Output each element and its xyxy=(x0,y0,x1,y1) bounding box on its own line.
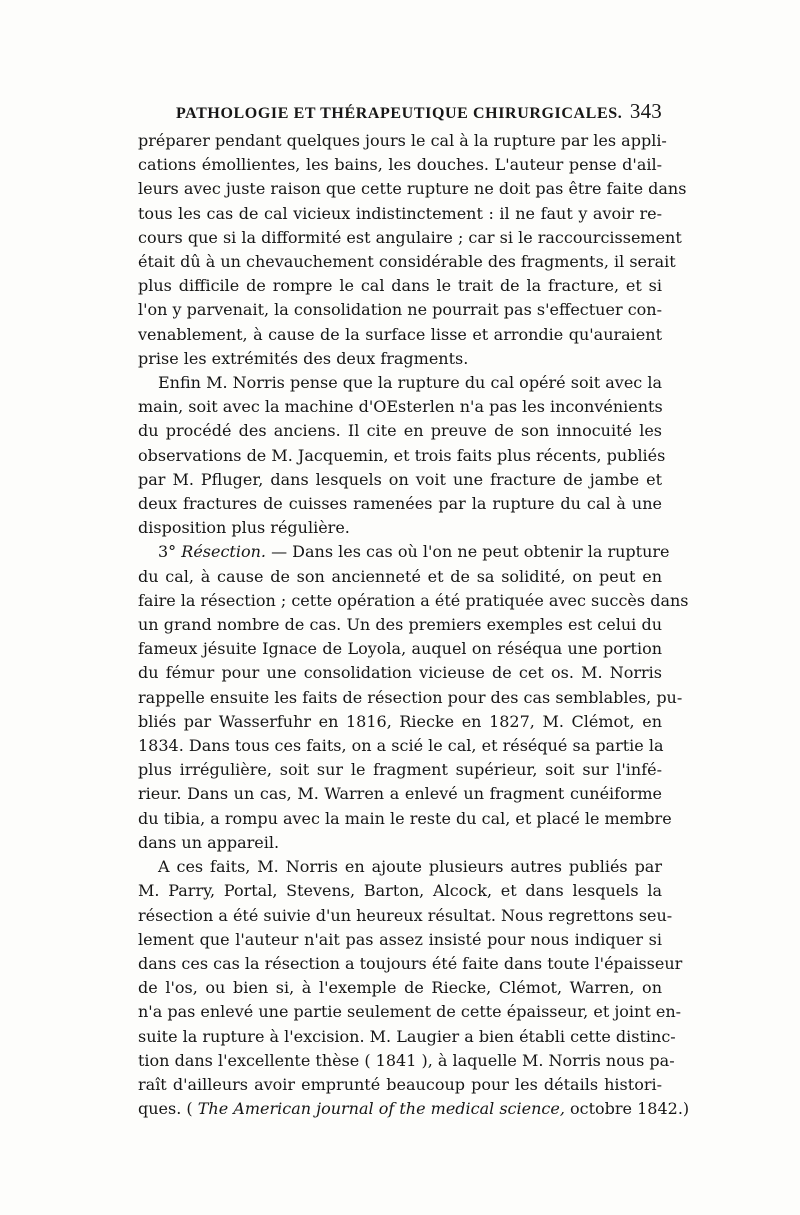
text-line: du fémur pour une consolidation vicieuse de cet os. M. Norris xyxy=(138,663,662,683)
text-line: main, soit avec la machine d'OEsterlen n'a pas les inconvénients xyxy=(138,397,663,417)
text-line: raît d'ailleurs avoir emprunté beaucoup pour les détails histori- xyxy=(138,1074,662,1094)
text-line: deux fractures de cuisses ramenées par la rupture du cal à une xyxy=(138,494,662,514)
text-line: 1834. Dans tous ces faits, on a scié le cal, et réséqué sa partie la xyxy=(138,736,664,756)
text-line: prise les extrémités des deux fragments. xyxy=(138,348,469,368)
text-line xyxy=(138,540,670,564)
running-head xyxy=(138,96,662,129)
text-line: était dû à un chevauchement considérable des fragments, il serait xyxy=(138,252,676,272)
text-line: dans ces cas la résection a toujours été faite dans toute l'épaisseur xyxy=(138,953,683,973)
text-line: faire la résection ; cette opération a été pratiquée avec succès dans xyxy=(138,590,689,610)
text-segment: — Dans les cas où l'on ne peut obtenir la rupture xyxy=(266,542,670,562)
text-segment: octobre 1842.) xyxy=(564,1099,690,1119)
section-number: 3° xyxy=(158,542,182,562)
text-line: résection a été suivie d'un heureux résultat. Nous regrettons seu- xyxy=(138,905,673,925)
paragraph xyxy=(138,855,690,1121)
text-block xyxy=(138,96,690,1121)
text-line: bliés par Wasserfuhr en 1816, Riecke en 1827, M. Clémot, en xyxy=(138,711,662,731)
page-number: 343 xyxy=(629,99,662,123)
journal-title: The American journal of the medical science, xyxy=(197,1099,565,1119)
text-line: venablement, à cause de la surface lisse et arrondie qu'auraient xyxy=(138,324,662,344)
text-line: suite la rupture à l'excision. M. Laugier a bien établi cette distinc- xyxy=(138,1026,676,1046)
text-line: par M. Pfluger, dans lesquels on voit une fracture de jambe et xyxy=(138,469,662,489)
text-line: observations de M. Jacquemin, et trois faits plus récents, publiés xyxy=(138,445,666,465)
text-line: rappelle ensuite les faits de résection pour des cas semblables, pu- xyxy=(138,687,683,707)
text-segment: ques. ( xyxy=(138,1099,198,1119)
text-line: dans un appareil. xyxy=(138,832,280,852)
text-line: un grand nombre de cas. Un des premiers exemples est celui du xyxy=(138,615,662,635)
body-text xyxy=(138,129,690,1121)
text-line: fameux jésuite Ignace de Loyola, auquel on réséqua une portion xyxy=(138,639,662,659)
paragraph xyxy=(138,129,687,371)
text-line: rieur. Dans un cas, M. Warren a enlevé un fragment cunéiforme xyxy=(138,784,662,804)
text-line: Enfin M. Norris pense que la rupture du cal opéré soit avec la xyxy=(158,373,662,393)
text-line: l'on y parvenait, la consolidation ne pourrait pas s'effectuer con- xyxy=(138,300,662,320)
paragraph xyxy=(138,371,666,540)
text-line: leurs avec juste raison que cette rupture ne doit pas être faite dans xyxy=(138,179,687,199)
text-line: disposition plus régulière. xyxy=(138,518,350,538)
text-line: n'a pas enlevé une partie seulement de cette épaisseur, et joint en- xyxy=(138,1002,682,1022)
text-line: plus difficile de rompre le cal dans le trait de la fracture, et si xyxy=(138,276,662,296)
text-line: préparer pendant quelques jours le cal à la rupture par les appli- xyxy=(138,131,667,150)
section-heading: Résection. xyxy=(181,542,266,562)
text-line: tion dans l'excellente thèse ( 1841 ), à laquelle M. Norris nous pa- xyxy=(138,1050,675,1070)
text-line: de l'os, ou bien si, à l'exemple de Riecke, Clémot, Warren, on xyxy=(138,978,662,998)
text-line: M. Parry, Portal, Stevens, Barton, Alcock, et dans lesquels la xyxy=(138,881,662,901)
text-line: tous les cas de cal vicieux indistinctement : il ne faut y avoir re- xyxy=(138,203,662,223)
text-line xyxy=(138,1097,690,1121)
text-line: du tibia, a rompu avec la main le reste du cal, et placé le membre xyxy=(138,808,672,828)
text-line: du procédé des anciens. Il cite en preuve de son innocuité les xyxy=(138,421,662,441)
text-line: du cal, à cause de son ancienneté et de sa solidité, on peut en xyxy=(138,566,662,586)
paragraph xyxy=(138,540,689,855)
text-line: plus irrégulière, soit sur le fragment supérieur, soit sur l'infé- xyxy=(138,760,662,780)
text-line: cations émollientes, les bains, les douches. L'auteur pense d'ail- xyxy=(138,155,662,175)
text-line: A ces faits, M. Norris en ajoute plusieurs autres publiés par xyxy=(158,857,662,877)
running-head-title: PATHOLOGIE ET THÉRAPEUTIQUE CHIRURGICALES. xyxy=(176,105,623,122)
text-line: lement que l'auteur n'ait pas assez insisté pour nous indiquer si xyxy=(138,929,662,949)
text-line: cours que si la difformité est angulaire ; car si le raccourcissement xyxy=(138,227,682,247)
